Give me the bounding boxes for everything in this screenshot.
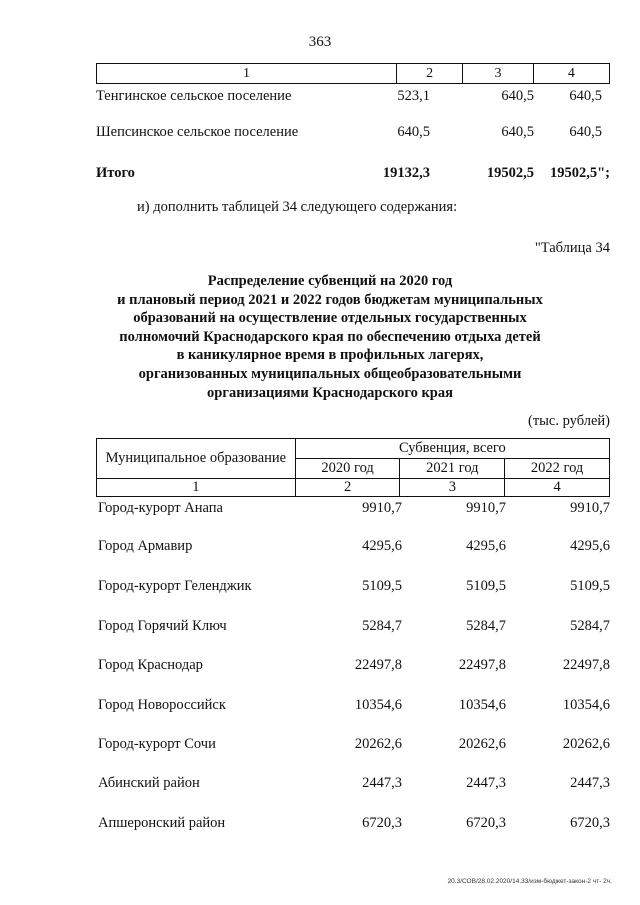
heading-line: в каникулярное время в профильных лагерях,	[176, 347, 484, 364]
header-subvention: Субвенция, всего	[295, 439, 609, 459]
row-name: Город-курорт Сочи	[98, 736, 216, 752]
row-value-2021: 5109,5	[466, 578, 506, 594]
amendment-text: и) дополнить таблицей 34 следующего содержания:	[137, 199, 458, 215]
units-label: (тыс. рублей)	[528, 413, 610, 429]
page-number: 363	[308, 34, 332, 50]
row-value-2022: 640,5	[569, 124, 602, 140]
top-header-col-3: 3	[463, 64, 533, 84]
row-name: Город-курорт Геленджик	[98, 578, 252, 594]
heading-line: полномочий Краснодарского края по обеспечению отдыха детей	[119, 328, 541, 345]
row-value-2022: 2447,3	[570, 775, 610, 791]
top-table-header	[96, 63, 610, 84]
row-value-2020: 10354,6	[354, 697, 402, 713]
header-municipality: Муниципальное образование	[97, 439, 296, 479]
row-name: Город Краснодар	[98, 657, 203, 673]
row-value-2021: 640,5	[501, 124, 534, 140]
row-value-2020: 22497,8	[354, 657, 402, 673]
heading-line: Распределение субвенций на 2020 год	[207, 273, 453, 289]
heading-line: образований на осуществление отдельных государственных	[133, 310, 527, 327]
row-value-2022: 10354,6	[562, 697, 610, 713]
row-name: Апшеронский район	[98, 815, 226, 831]
row-value-2021: 22497,8	[458, 657, 506, 673]
header-num-4: 4	[505, 479, 610, 497]
row-value-2020: 5284,7	[362, 618, 402, 634]
row-value-2022: 22497,8	[562, 657, 610, 673]
total-value-2021: 19502,5	[486, 165, 534, 181]
main-table-header	[96, 438, 610, 497]
row-value-2021: 5284,7	[466, 618, 506, 634]
row-value-2022: 6720,3	[570, 815, 610, 831]
top-header-col-1: 1	[97, 64, 397, 84]
table-heading	[100, 272, 560, 402]
row-value-2022: 9910,7	[570, 500, 610, 516]
table-label: "Таблица 34	[534, 240, 610, 256]
top-header-col-4: 4	[533, 64, 609, 84]
heading-line: организациями Краснодарского края	[207, 384, 453, 401]
row-value-2020: 2447,3	[362, 775, 402, 791]
row-value-2022: 4295,6	[570, 538, 610, 554]
header-num-3: 3	[400, 479, 505, 497]
row-value-2021: 6720,3	[466, 815, 506, 831]
row-value-2021: 20262,6	[458, 736, 506, 752]
header-year-2020: 2020 год	[295, 459, 400, 479]
document-code: 20.3/СОВ/28.02.2020/14.33/изм-бюджет-закон-2 чт- 2ч.	[447, 878, 612, 885]
row-name: Город-курорт Анапа	[98, 500, 223, 516]
header-year-2022: 2022 год	[505, 459, 610, 479]
row-value-2022: 5284,7	[570, 618, 610, 634]
row-value-2020: 523,1	[397, 88, 430, 104]
row-value-2022: 20262,6	[562, 736, 610, 752]
heading-line: и плановый период 2021 и 2022 годов бюджетам муниципальных	[117, 291, 543, 308]
total-value-2020: 19132,3	[382, 165, 430, 181]
row-name: Город Армавир	[98, 538, 193, 554]
row-value-2020: 5109,5	[362, 578, 402, 594]
heading-line: организованных муниципальных общеобразовательными	[138, 365, 522, 382]
row-name: Город Новороссийск	[98, 697, 226, 713]
row-value-2021: 10354,6	[458, 697, 506, 713]
row-value-2022: 640,5	[569, 88, 602, 104]
top-header-col-2: 2	[396, 64, 462, 84]
row-value-2021: 2447,3	[466, 775, 506, 791]
row-value-2020: 4295,6	[362, 538, 402, 554]
row-name: Город Горячий Ключ	[98, 618, 227, 634]
total-label: Итого	[96, 165, 135, 181]
header-year-2021: 2021 год	[400, 459, 505, 479]
row-value-2021: 4295,6	[466, 538, 506, 554]
row-name: Тенгинское сельское поселение	[96, 88, 292, 104]
row-value-2020: 640,5	[397, 124, 430, 140]
total-value-2022: 19502,5";	[549, 165, 610, 181]
row-value-2020: 6720,3	[362, 815, 402, 831]
row-name: Шепсинское сельское поселение	[96, 124, 299, 140]
row-value-2022: 5109,5	[570, 578, 610, 594]
row-value-2021: 640,5	[501, 88, 534, 104]
header-num-2: 2	[295, 479, 400, 497]
header-num-1: 1	[97, 479, 296, 497]
row-name: Абинский район	[98, 775, 200, 791]
row-value-2020: 9910,7	[362, 500, 402, 516]
row-value-2021: 9910,7	[466, 500, 506, 516]
row-value-2020: 20262,6	[354, 736, 402, 752]
